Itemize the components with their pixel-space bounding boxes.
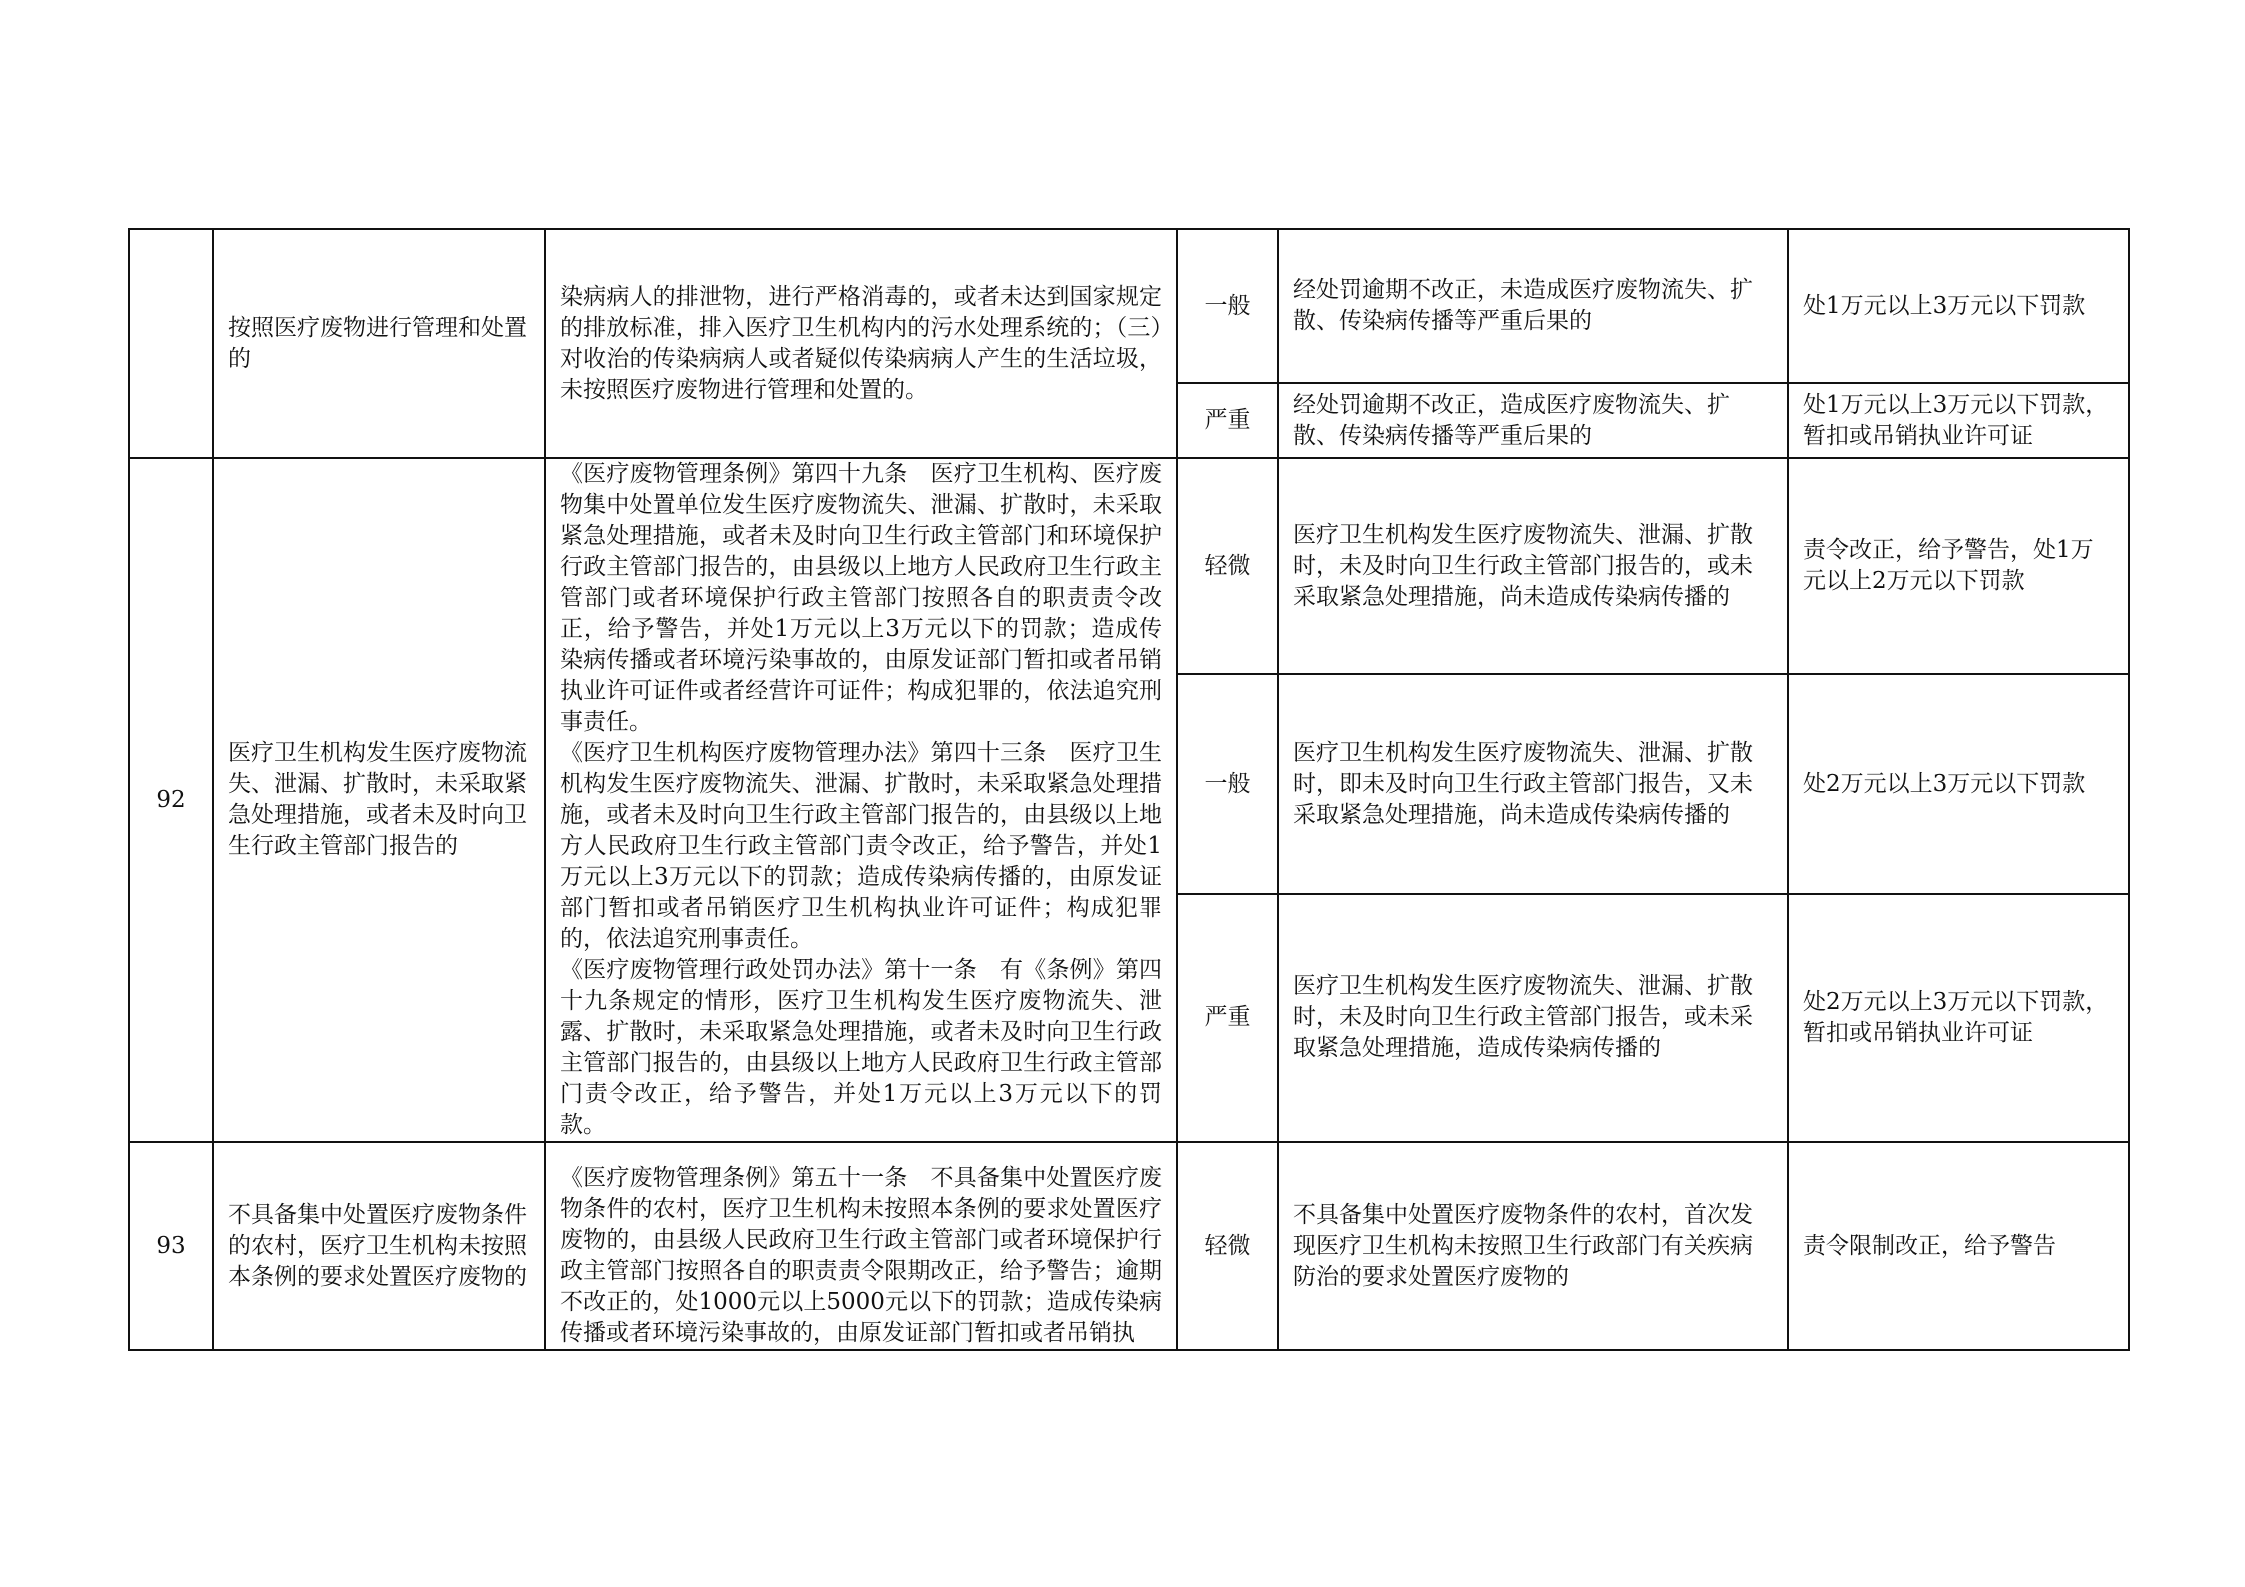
legal-basis: [545, 458, 1177, 1142]
severity-level: 轻微: [1177, 1142, 1278, 1350]
violation-description: 不具备集中处置医疗废物条件的农村，医疗卫生机构未按照本条例的要求处置医疗废物的: [213, 1142, 545, 1350]
penalty-standard: 处2万元以上3万元以下罚款，暂扣或吊销执业许可证: [1788, 894, 2129, 1142]
legal-basis: [545, 229, 1177, 458]
row-number: [129, 229, 213, 458]
legal-basis-paragraph: 《医疗废物管理行政处罚办法》第十一条 有《条例》第四十九条规定的情形，医疗卫生机构发生医疗废物流失、泄露、扩散时，未采取紧急处理措施，或者未及时向卫生行政主管部门报告的，由县级以上地方人民政府卫生行政主管部门责令改正，给予警告，并处1万元以上3万元以下的罚款。: [560, 957, 1162, 1138]
legal-basis-paragraph: 染病病人的排泄物，进行严格消毒的，或者未达到国家规定的排放标准，排入医疗卫生机构内的污水处理系统的；（三）对收治的传染病病人或者疑似传染病病人产生的生活垃圾，未按照医疗废物进行管理和处置的。: [560, 283, 1162, 403]
severity-level: 严重: [1177, 383, 1278, 458]
row-number: 92: [129, 458, 213, 1142]
row-number: 93: [129, 1142, 213, 1350]
violation-description: 医疗卫生机构发生医疗废物流失、泄漏、扩散时，未采取紧急处理措施，或者未及时向卫生行政主管部门报告的: [213, 458, 545, 1142]
penalty-standard: 责令改正，给予警告，处1万元以上2万元以下罚款: [1788, 458, 2129, 674]
table-row: [129, 458, 2129, 674]
table-row: [129, 229, 2129, 383]
legal-basis-paragraph: 《医疗卫生机构医疗废物管理办法》第四十三条 医疗卫生机构发生医疗废物流失、泄漏、扩散时，未采取紧急处理措施，或者未及时向卫生行政主管部门报告的，由县级以上地方人民政府卫生行政主管部门责令改正，给予警告，并处1万元以上3万元以下的罚款；造成传染病传播的，由原发证部门暂扣或者吊销医疗卫生机构执业许可证件；构成犯罪的，依法追究刑事责任。: [560, 740, 1162, 952]
penalty-standard: 责令限制改正，给予警告: [1788, 1142, 2129, 1350]
legal-basis-paragraph: 《医疗废物管理条例》第五十一条 不具备集中处置医疗废物条件的农村，医疗卫生机构未按照本条例的要求处置医疗废物的，由县级人民政府卫生行政主管部门或者环境保护行政主管部门按照各自的职责责令限期改正，给予警告；逾期不改正的，处1000元以上5000元以下的罚款；造成传染病传播或者环境污染事故的，由原发证部门暂扣或者吊销执: [560, 1165, 1162, 1346]
violation-description: 按照医疗废物进行管理和处置的: [213, 229, 545, 458]
legal-basis-paragraph: 《医疗废物管理条例》第四十九条 医疗卫生机构、医疗废物集中处置单位发生医疗废物流失、泄漏、扩散时，未采取紧急处理措施，或者未及时向卫生行政主管部门和环境保护行政主管部门报告的，由县级以上地方人民政府卫生行政主管部门或者环境保护行政主管部门按照各自的职责责令改正，给予警告，并处1万元以上3万元以下的罚款；造成传染病传播或者环境污染事故的，由原发证部门暂扣或者吊销执业许可证件或者经营许可证件；构成犯罪的，依法追究刑事责任。: [560, 461, 1162, 735]
severity-level: 严重: [1177, 894, 1278, 1142]
penalty-standard: 处1万元以上3万元以下罚款，暂扣或吊销执业许可证: [1788, 383, 2129, 458]
penalty-standard: 处2万元以上3万元以下罚款: [1788, 674, 2129, 893]
penalty-standards-table: [128, 228, 2130, 1351]
severity-condition: 经处罚逾期不改正，造成医疗废物流失、扩散、传染病传播等严重后果的: [1278, 383, 1788, 458]
severity-condition: 医疗卫生机构发生医疗废物流失、泄漏、扩散时，未及时向卫生行政主管部门报告，或未采取紧急处理措施，造成传染病传播的: [1278, 894, 1788, 1142]
severity-condition: 医疗卫生机构发生医疗废物流失、泄漏、扩散时，未及时向卫生行政主管部门报告的，或未采取紧急处理措施，尚未造成传染病传播的: [1278, 458, 1788, 674]
severity-level: 一般: [1177, 229, 1278, 383]
table-row: [129, 1142, 2129, 1350]
legal-basis: [545, 1142, 1177, 1350]
severity-condition: 医疗卫生机构发生医疗废物流失、泄漏、扩散时，即未及时向卫生行政主管部门报告，又未采取紧急处理措施，尚未造成传染病传播的: [1278, 674, 1788, 893]
penalty-standard: 处1万元以上3万元以下罚款: [1788, 229, 2129, 383]
severity-level: 一般: [1177, 674, 1278, 893]
severity-condition: 经处罚逾期不改正，未造成医疗废物流失、扩散、传染病传播等严重后果的: [1278, 229, 1788, 383]
severity-condition: 不具备集中处置医疗废物条件的农村，首次发现医疗卫生机构未按照卫生行政部门有关疾病防治的要求处置医疗废物的: [1278, 1142, 1788, 1350]
severity-level: 轻微: [1177, 458, 1278, 674]
